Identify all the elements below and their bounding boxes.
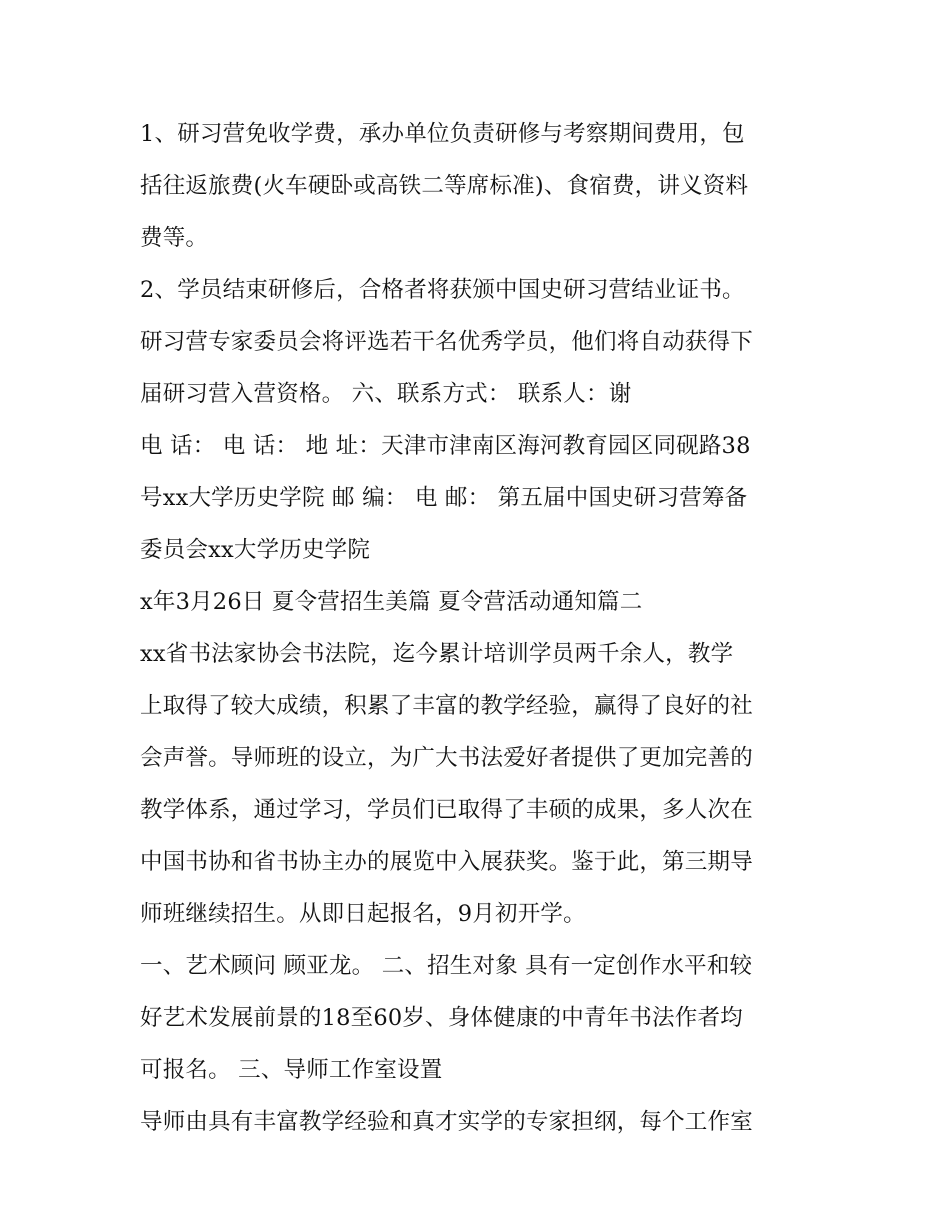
text-line: 1、研习营免收学费，承办单位负责研修与考察期间费用，包 (140, 121, 745, 147)
text-line: 费等。 (140, 225, 209, 251)
text-line: 电 话： 电 话： 地 址：天津市津南区海河教育园区同砚路38 (140, 433, 751, 459)
text-line: 委员会xx大学历史学院 (140, 537, 371, 563)
text-line: 可报名。 三、导师工作室设置 (140, 1057, 443, 1083)
text-line: 导师由具有丰富教学经验和真才实学的专家担纲，每个工作室 (140, 1109, 753, 1135)
document-body (140, 108, 820, 1148)
text-line: 会声誉。导师班的设立，为广大书法爱好者提供了更加完善的 (140, 745, 753, 771)
text-line: 一、艺术顾问 顾亚龙。 二、招生对象 具有一定创作水平和较 (140, 953, 753, 979)
text-line: 教学体系，通过学习，学员们已取得了丰硕的成果，多人次在 (140, 797, 753, 823)
text-line: 届研习营入营资格。 六、联系方式： 联系人：谢 (140, 381, 632, 407)
text-line: 2、学员结束研修后，合格者将获颁中国史研习营结业证书。 (140, 277, 745, 303)
text-line: 研习营专家委员会将评选若干名优秀学员，他们将自动获得下 (140, 329, 753, 355)
text-line: 括往返旅费(火车硬卧或高铁二等席标准)、食宿费，讲义资料 (140, 173, 749, 199)
text-line: 号xx大学历史学院 邮 编： 电 邮： 第五届中国史研习营筹备 (140, 485, 748, 511)
text-line: 师班继续招生。从即日起报名，9月初开学。 (140, 901, 586, 927)
text-line: x年3月26日 夏令营招生美篇 夏令营活动通知篇二 (140, 589, 643, 615)
text-line: 好艺术发展前景的18至60岁、身体健康的中青年书法作者均 (140, 1005, 743, 1031)
text-line: 上取得了较大成绩，积累了丰富的教学经验，赢得了良好的社 (140, 693, 753, 719)
text-line: xx省书法家协会书法院，迄今累计培训学员两千余人，教学 (140, 641, 734, 667)
text-line: 中国书协和省书协主办的展览中入展获奖。鉴于此，第三期导 (140, 849, 753, 875)
